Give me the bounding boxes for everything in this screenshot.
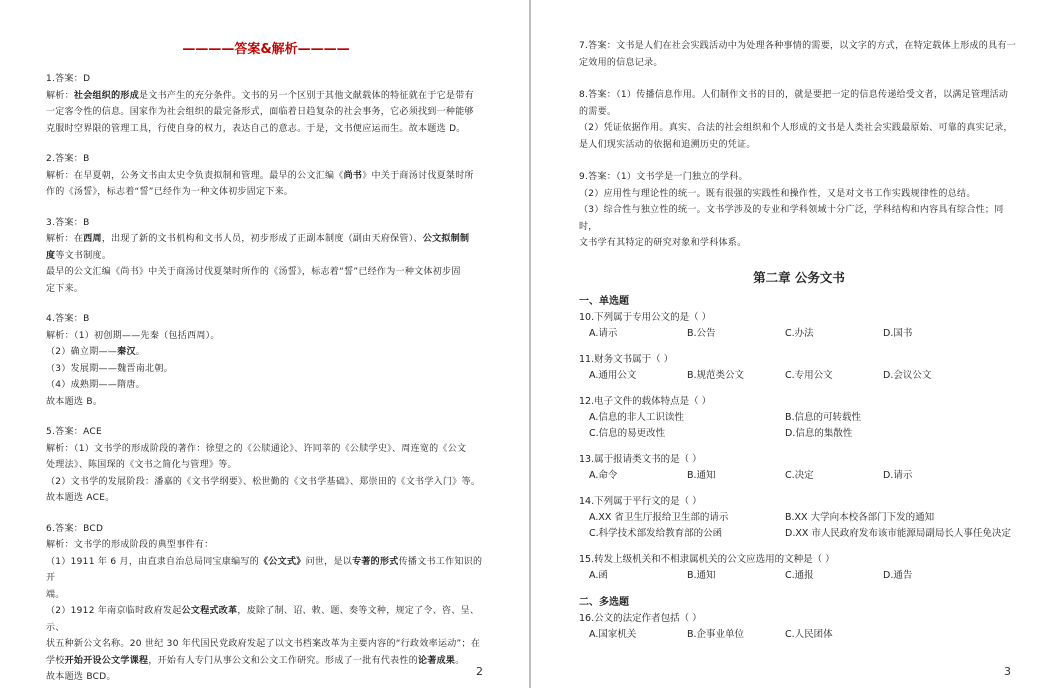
- answer-list: [46, 71, 486, 686]
- answer-block: [579, 87, 1019, 153]
- option: D.国书: [883, 327, 913, 339]
- question: [579, 451, 1019, 484]
- answer-block: [579, 169, 1019, 252]
- option: B.规范类公文: [687, 369, 745, 381]
- option: C.专用公文: [785, 369, 833, 381]
- page-right: [531, 0, 1041, 688]
- page-number: 2: [476, 665, 483, 678]
- answer-line: （2）凭证依据作用。真实、合法的社会组织和个人形成的文书是人类社会实践最原始、可靠的真实记录，: [579, 123, 1013, 133]
- answer-line: （2）文书学的发展阶段：潘嘉的《文书学纲要》、松世勤的《文书学基础》、郑崇田的《文书学入门》等。: [46, 476, 481, 487]
- option: B.信息的可转载性: [785, 411, 862, 423]
- answer-line: 解析：在早夏朝，公务文书由太史令负责拟制和管理。最早的公文汇编《尚书》中关于商汤讨伐夏桀时所: [46, 170, 474, 181]
- emphasis-text: 西周: [83, 234, 102, 244]
- option: A.信息的非人工识读性: [589, 411, 684, 423]
- section-title: 一、单选题: [579, 295, 629, 307]
- emphasis-text: 开始开设公文学课程: [64, 655, 149, 666]
- answer-line: 的需要。: [579, 106, 617, 117]
- answer-line: 3.答案：B: [46, 217, 90, 228]
- question-stem: 11.财务文书属于（ ）: [579, 353, 674, 365]
- answer-line: 4.答案：B: [46, 314, 90, 324]
- question-list: [579, 309, 1019, 584]
- option-list: [579, 510, 1019, 542]
- option: C.科学技术部发给教育部的公函: [589, 527, 723, 539]
- answer-line: 故本题选 B。: [46, 396, 103, 407]
- section-title: 二、多选题: [579, 596, 629, 608]
- option: C.人民团体: [785, 628, 833, 640]
- answer-line: 作的《汤誓》，标志着“誓”已经作为一种文体初步固定下来。: [46, 187, 294, 197]
- answer-block: [46, 215, 486, 298]
- answer-line: （2）确立期——秦汉。: [46, 347, 146, 357]
- answer-block: [46, 151, 486, 201]
- emphasis-text: 论著成果: [418, 655, 456, 666]
- option-list: [579, 410, 1019, 442]
- option: D.通告: [883, 569, 913, 581]
- emphasis-text: 专著的形式: [352, 556, 399, 567]
- answer-block: [46, 424, 486, 507]
- question-stem: 10.下列属于专用公文的是（ ）: [579, 311, 712, 323]
- answer-line: 9.答案：（1）文书学是一门独立的学科。: [579, 172, 748, 182]
- option: B.通知: [687, 569, 716, 581]
- answer-line: （2）应用性与理论性的统一。既有很强的实践性和操作性，又是对文书工作实践规律性的总结。: [579, 188, 976, 199]
- option: C.信息的易更改性: [589, 427, 666, 439]
- question: [579, 309, 1019, 342]
- answer-line: 处理法》、陈国琛的《文书之简化与管理》等。: [46, 460, 237, 470]
- question-stem: 13.属于报请类文书的是（ ）: [579, 453, 702, 465]
- answer-line: 状五种新公文名称。20 世纪 30 年代国民党政府发起了以文书档案改革为主要内容的“行政效率运动”；在: [46, 639, 481, 649]
- answer-line: （2）1912 年南京临时政府发起公文程式改革，废除了制、诏、敕、题、奏等文种，规定了令、咨、呈、示、: [46, 606, 480, 633]
- option-list: [579, 627, 1019, 643]
- answer-block: [46, 521, 486, 686]
- question: [579, 551, 1019, 584]
- page-number: 3: [1004, 665, 1011, 678]
- emphasis-text: 社会组织的形成: [73, 90, 140, 101]
- emphasis-text: 秦汉: [117, 347, 136, 357]
- emphasis-text: 度: [46, 250, 56, 261]
- option: C.办法: [785, 327, 814, 339]
- answer-line: 解析：（1）文书学的形成阶段的著作：徐望之的《公牍通论》、许同莘的《公牍学史》、周连宽的《公文: [46, 443, 467, 454]
- answer-line: 文书学有其特定的研究对象和学科体系。: [579, 238, 747, 248]
- answer-line: （1）1911 年 6 月，由直隶自治总局同宝康编写的《公文式》问世，是以专著的形式传播文书工作知识的开: [46, 556, 483, 583]
- answer-line: 故本题选 BCD。: [46, 672, 116, 682]
- answer-line: 1.答案：D: [46, 74, 91, 84]
- chapter-title: 第二章 公务文书: [753, 269, 845, 285]
- answer-line: 2.答案：B: [46, 154, 90, 164]
- option: B.XX 大学向本校各部门下发的通知: [785, 511, 935, 523]
- question: [579, 351, 1019, 384]
- option: B.企事业单位: [687, 628, 745, 640]
- option-list: [579, 326, 1019, 342]
- question-stem: 15.转发上级机关和不相隶属机关的公文应选用的文种是（ ）: [579, 553, 835, 565]
- option: B.公告: [687, 327, 716, 339]
- emphasis-text: 《公文式》: [259, 556, 306, 567]
- answer-line: 8.答案：（1）传播信息作用。人们制作文书的目的，就是要把一定的信息传递给受文者，以满足管理活动: [579, 90, 1009, 100]
- answer-line: 端。: [46, 589, 65, 600]
- answer-line: 7.答案：文书是人们在社会实践活动中为处理各种事情的需要，以文字的方式，在特定载体上形成的具有一: [579, 41, 1016, 51]
- option: A.国家机关: [589, 628, 637, 640]
- answer-block: [46, 71, 486, 137]
- question-list: [579, 610, 1019, 643]
- right-content: [579, 38, 1019, 652]
- question: [579, 393, 1019, 442]
- answer-line: 克服时空界限的管理工具，行使自身的权力，表达自己的意志。于是，文书便应运而生。故本题选 D。: [46, 123, 466, 134]
- answer-heading: ————答案&解析————: [182, 42, 350, 57]
- option: C.决定: [785, 469, 814, 481]
- option: B.通知: [687, 469, 716, 481]
- question-stem: 14.下列属于平行文的是（ ）: [579, 495, 702, 507]
- option-list: [579, 368, 1019, 384]
- answer-line: （4）成熟期——隋唐。: [46, 380, 146, 390]
- answer-line: 是人们现实活动的依据和追溯历史的凭证。: [579, 139, 756, 150]
- option: A.命令: [589, 469, 618, 481]
- answer-block: [579, 38, 1019, 71]
- answer-line: 6.答案：BCD: [46, 523, 104, 534]
- question: [579, 610, 1019, 643]
- answer-line: 解析：在西周，出现了新的文书机构和文书人员，初步形成了正副本制度（副由天府保管）、公文拟制制: [46, 234, 470, 244]
- answer-block: [46, 311, 486, 410]
- answer-line: 度等文书制度。: [46, 250, 112, 261]
- answer-line: 解析：文书学的形成阶段的典型事件有：: [46, 540, 214, 550]
- answer-line: 故本题选 ACE。: [46, 493, 115, 503]
- option: C.通报: [785, 569, 814, 581]
- emphasis-text: 公文程式改革: [181, 606, 238, 616]
- answer-list: [579, 38, 1019, 252]
- question-stem: 16.公文的法定作者包括（ ）: [579, 612, 702, 624]
- answer-line: 定效用的信息记录。: [579, 57, 663, 68]
- option: A.请示: [589, 327, 618, 339]
- question-stem: 12.电子文件的载体特点是（ ）: [579, 395, 712, 407]
- answer-line: 解析：社会组织的形成是文书产生的充分条件。文书的另一个区别于其他文献载体的特征就在于它是带有: [46, 90, 474, 101]
- answer-line: 解析：（1）初创期——先秦（包括西周）。: [46, 330, 220, 341]
- left-content: [46, 0, 486, 688]
- answer-line: （3）综合性与独立性的统一。文书学涉及的专业和学科领域十分广泛，学科结构和内容具有综合性；同时，: [579, 205, 1004, 232]
- option: A.通用公文: [589, 369, 637, 381]
- answer-line: 5.答案：ACE: [46, 427, 102, 437]
- answer-line: （3）发展期——魏晋南北朝。: [46, 363, 173, 374]
- option: D.会议公文: [883, 369, 932, 381]
- option: D.信息的集散性: [785, 427, 853, 439]
- answer-line: 一定客令性的信息。国家作为社会组织的最完备形式，面临着日趋复杂的社会事务，它必须找到一种能够: [46, 107, 474, 117]
- option: D.请示: [883, 469, 913, 481]
- emphasis-text: 公文拟制制: [422, 234, 470, 244]
- answer-line: 最早的公文汇编《尚书》中关于商汤讨伐夏桀时所作的《汤誓》，标志着“誓”已经作为一种文体初步固: [46, 267, 461, 277]
- option-list: [579, 468, 1019, 484]
- answer-line: 学校开始开设公文学课程，开始有人专门从事公文和公文工作研究。形成了一批有代表性的论著成果。: [46, 655, 465, 666]
- question: [579, 493, 1019, 542]
- option-list: [579, 568, 1019, 584]
- option: D.XX 市人民政府发布该市能源局副局长人事任免决定: [785, 527, 1011, 539]
- answer-line: 定下来。: [46, 283, 84, 294]
- option: A.XX 省卫生厅报给卫生部的请示: [589, 511, 729, 523]
- option: A.函: [589, 569, 608, 581]
- emphasis-text: 尚书: [343, 170, 363, 181]
